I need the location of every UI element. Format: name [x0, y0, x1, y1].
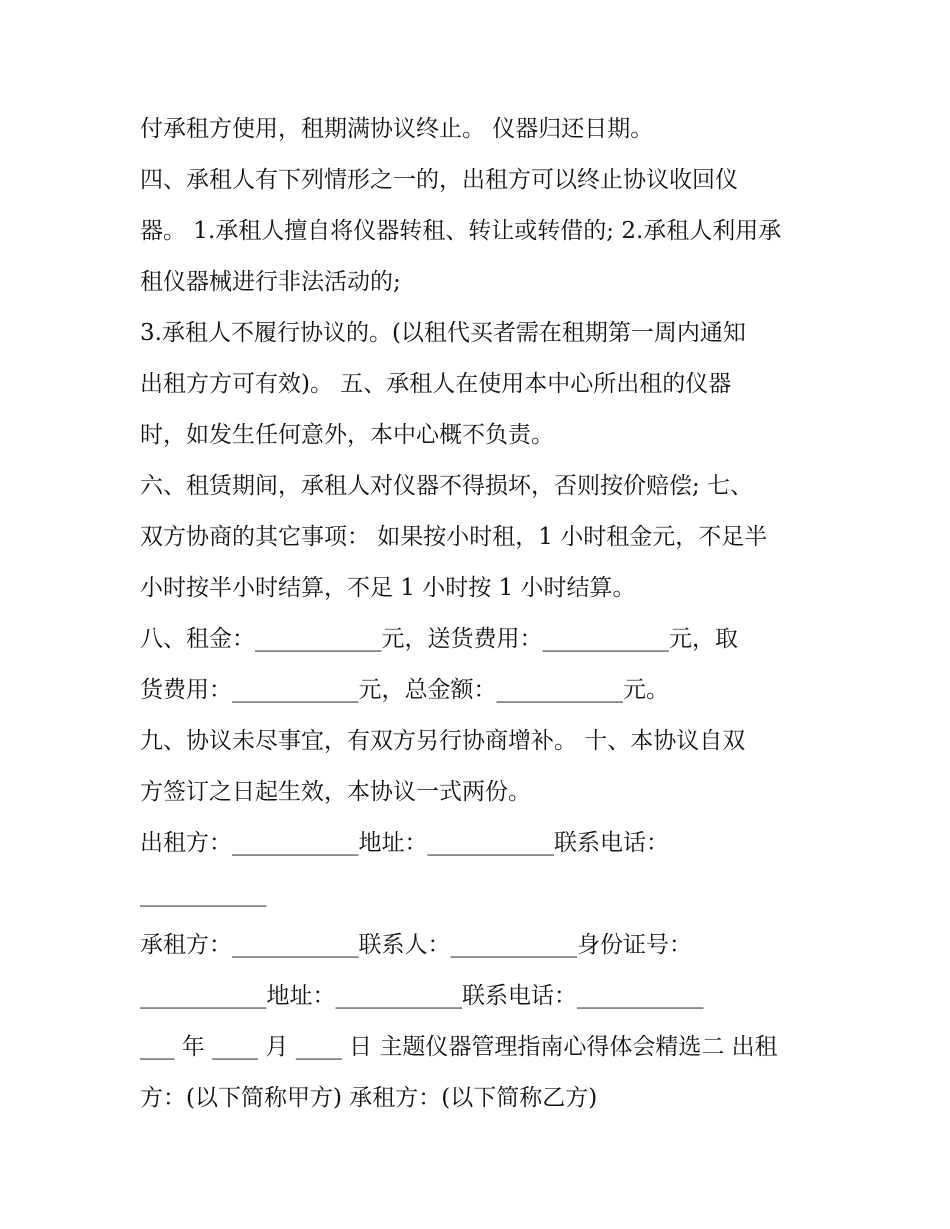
text-line: 付承租方使用，租期满协议终止。 仪器归还日期。	[140, 116, 654, 142]
text-line: 器。 1.承租人擅自将仪器转租、转让或转借的; 2.承租人利用承	[140, 218, 782, 244]
text-line: 方：(以下简称甲方) 承租方：(以下简称乙方)	[140, 1085, 598, 1111]
text-line: 双方协商的其它事项： 如果按小时租，1 小时租金元，不足半	[140, 524, 768, 550]
lessor-info-line: 出租方：___________地址：___________联系电话：	[140, 830, 669, 856]
text-line: 租仪器械进行非法活动的;	[140, 269, 401, 295]
lessor-info-line: ___________	[140, 881, 267, 907]
lessee-info-line: ___________地址：___________联系电话：___________	[140, 983, 704, 1009]
text-line: 方签订之日起生效，本协议一式两份。	[140, 779, 531, 805]
text-line: 小时按半小时结算，不足 1 小时按 1 小时结算。	[140, 575, 636, 601]
text-line: 3.承租人不履行协议的。(以租代买者需在租期第一周内通知	[140, 320, 746, 346]
text-line: 出租方方可有效)。 五、承租人在使用本中心所出租的仪器	[140, 371, 732, 397]
rent-fee-line: 八、租金：___________元，送货费用：___________元，取	[140, 626, 738, 652]
rent-fee-line: 货费用：___________元，总金额：___________元。	[140, 677, 669, 703]
lessee-info-line: 承租方：___________联系人：___________身份证号：	[140, 932, 692, 958]
contract-text	[140, 104, 820, 1124]
text-line: 四、承租人有下列情形之一的，出租方可以终止协议收回仪	[140, 167, 738, 193]
date-line: ___ 年 ____ 月 ____ 日 主题仪器管理指南心得体会精选二 出租	[140, 1034, 778, 1060]
text-line: 时，如发生任何意外，本中心概不负责。	[140, 422, 554, 448]
text-line: 六、租赁期间，承租人对仪器不得损坏，否则按价赔偿; 七、	[140, 473, 754, 499]
text-line: 九、协议未尽事宜，有双方另行协商增补。 十、本协议自双	[140, 728, 746, 754]
